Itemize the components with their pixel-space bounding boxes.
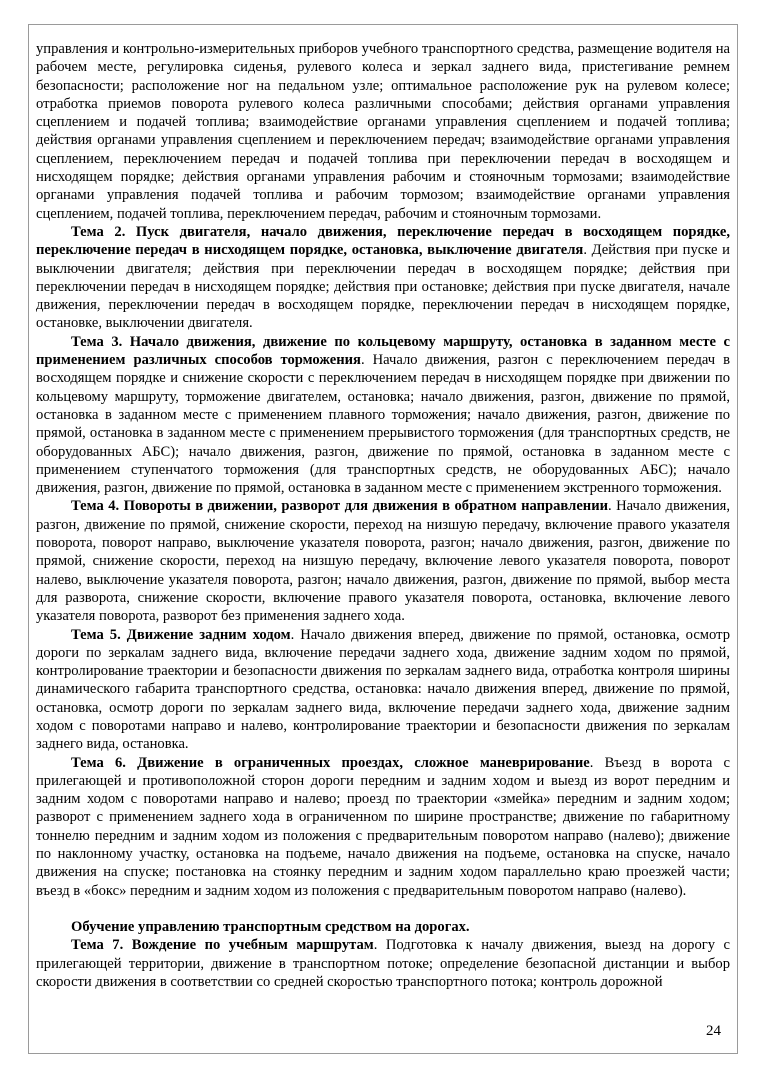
topic-text: . Начало движения, разгон с переключением передач в восходящем порядке и снижение скорости с переключением передач в нисходящем порядке при движении по кольцевому маршруту, торможение двигателем, остановка; начало движения, разгон, движение по прямой, остановка в заданном месте с применением плавного торможения; начало движения, разгон, движение по прямой, остановка в заданном месте с применением прерывистого торможения (для транспортных средств, не оборудованных АБС); начало движения, разгон, движение по прямой, остановка в заданном месте с применением ступенчатого торможения (для транспортных средств, не оборудованных АБС); начало движения, разгон, движение по прямой, остановка в заданном месте с применением экстренного торможения. bbox=[36, 352, 730, 497]
section-heading: Обучение управлению транспортным средством на дорогах. bbox=[71, 918, 470, 935]
topic-title: Тема 4. Повороты в движении, разворот для движения в обратном направлении bbox=[71, 498, 609, 515]
topic-text: . Действия при пуске и выключении двигателя; действия при переключении передач в восходящем порядке; действия при переключении передач в нисходящем порядке; действия при остановке; действия при пуске двигателя, начале движения, переключении передач в восходящем порядке, переключении передач в нисходящем порядке, остановке, выключении двигателя. bbox=[36, 242, 730, 332]
document-body bbox=[36, 40, 730, 991]
topic-text: . Начало движения вперед, движение по прямой, остановка, осмотр дороги по зеркалам заднего вида, включение передачи заднего хода, движение задним ходом по прямой, контролирование траектории и безопасности движения по зеркалам заднего вида, отработка контроля ширины динамического габарита транспортного средства, остановка: начало движения вперед, движение по прямой, остановка, осмотр дороги по зеркалам заднего вида, включение передачи заднего хода, движение задним ходом с поворотами направо и налево, контролирование траектории и безопасности движения по зеркалам заднего вида, остановка. bbox=[36, 626, 730, 753]
paragraph-topic-4 bbox=[36, 497, 730, 625]
topic-text: . Подготовка к началу движения, выезд на дорогу с прилегающей территории, движение в транспортном потоке; определение безопасной дистанции и выбор скорости движения в соответствии со средней скоростью транспортного потока; контроль дорожной bbox=[36, 937, 730, 990]
topic-title: Тема 5. Движение задним ходом bbox=[71, 626, 291, 643]
paragraph-topic-6 bbox=[36, 754, 730, 900]
paragraph-topic-5 bbox=[36, 626, 730, 754]
paragraph-text: управления и контрольно-измерительных приборов учебного транспортного средства, размещение водителя на рабочем месте, регулировка сиденья, рулевого колеса и зеркал заднего вида, пристегивание ремнем безопасности; расположение ног на педальном узле; оптимальное расположение рук на рулевом колесе; отработка приемов поворота рулевого колеса различными способами; действия органами управления сцеплением и подачей топлива; взаимодействие органами управления сцеплением и подачей топлива; действия органами управления сцеплением и переключением передач; взаимодействие органами управления сцеплением, переключением передач и подачей топлива при переключении передач в восходящем и нисходящем порядке; действия органами управления рабочим и стояночным тормозами; взаимодействие органами управления подачей топлива и рабочим тормозом; взаимодействие органами управления сцеплением, подачей топлива, переключением передач, рабочим и стояночным тормозами. bbox=[36, 41, 730, 222]
paragraph-continuation bbox=[36, 40, 730, 223]
topic-title: Тема 6. Движение в ограниченных проездах, сложное маневрирование bbox=[71, 754, 590, 771]
page-number: 24 bbox=[706, 1023, 721, 1039]
topic-title: Тема 7. Вождение по учебным маршрутам bbox=[71, 937, 374, 954]
paragraph-topic-2 bbox=[36, 223, 730, 333]
topic-title: Тема 2. Пуск двигателя, начало движения, переключение передач в восходящем порядке, переключение передач в нисходящем порядке, остановка, выключение двигателя bbox=[36, 223, 730, 259]
topic-title: Тема 3. Начало движения, движение по кольцевому маршруту, остановка в заданном месте с применением различных способов торможения bbox=[36, 333, 730, 369]
paragraph-topic-7 bbox=[36, 936, 730, 991]
topic-text: . Въезд в ворота с прилегающей и противоположной сторон дороги передним и задним ходом и выезд из ворот передним и задним ходом с поворотами направо и налево; проезд по траектории «змейка» передним и задним ходом; разворот с применением заднего хода в ограниченном по ширине пространстве; движение по габаритному тоннелю передним и задним ходом из положения с предварительным поворотом направо (налево); движение по наклонному участку, остановка на подъеме, начало движения на подъеме, остановка на спуске, начало движения на спуске; постановка на стоянку передним и задним ходом параллельно краю проезжей части; въезд в «бокс» передним и задним ходом из положения с предварительным поворотом направо (налево). bbox=[36, 754, 731, 899]
paragraph-topic-3 bbox=[36, 333, 730, 498]
topic-text: . Начало движения, разгон, движение по прямой, снижение скорости, переход на низшую передачу, включение правого указателя поворота, поворот направо, выключение указателя поворота, разгон; начало движения, разгон, движение по прямой, снижение скорости, переход на низшую передачу, включение левого указателя поворота, поворот налево, выключение указателя поворота, разгон; начало движения, разгон, движение по прямой, выбор места для разворота, снижение скорости, включение правого указателя поворота, остановка, включение левого указателя поворота, разворот без применения заднего хода. bbox=[36, 498, 730, 625]
